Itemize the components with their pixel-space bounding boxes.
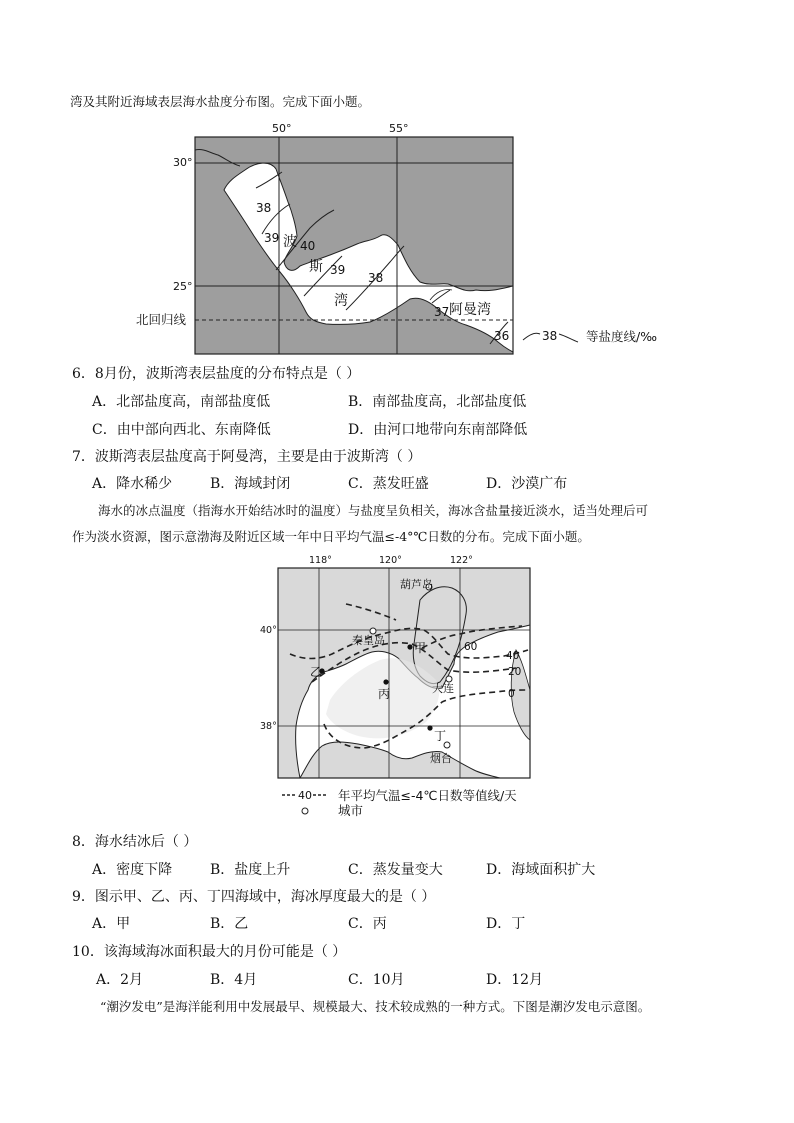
legend-city-label: 城市	[338, 803, 364, 818]
gulf-label-char: 斯	[309, 259, 323, 275]
q6-option-b[interactable]: B．南部盐度高，北部盐度低	[348, 394, 527, 410]
legend-line-value: 40	[298, 789, 312, 802]
lat-label: 30°	[173, 156, 193, 169]
lon-label: 122°	[450, 555, 473, 566]
point-label: 丁	[434, 729, 447, 743]
q8-option-b[interactable]: B．盐度上升	[210, 862, 291, 878]
q10-option-a[interactable]: A．2月	[96, 972, 144, 988]
question-8-stem: 8．海水结冰后（ ）	[72, 834, 198, 850]
q10-option-d[interactable]: D．12月	[486, 972, 544, 988]
lat-label: 25°	[173, 280, 193, 293]
isoline-label: 39	[330, 263, 346, 277]
q10-option-c[interactable]: C．10月	[348, 972, 405, 988]
city-label: 烟台	[430, 752, 452, 765]
point-marker	[383, 679, 388, 684]
lat-label: 40°	[260, 625, 277, 636]
point-marker	[427, 725, 432, 730]
point-label: 乙	[310, 665, 323, 679]
q6-option-d[interactable]: D．由河口地带向东南部降低	[348, 422, 528, 438]
persian-gulf-salinity-map	[130, 118, 670, 358]
question-10-stem: 10．该海域海冰面积最大的月份可能是（ ）	[72, 944, 347, 960]
isoline-label: 60	[464, 641, 478, 653]
lat-label: 38°	[260, 721, 277, 732]
bohai-ice-days-map	[255, 548, 555, 826]
q7-option-a[interactable]: A．降水稀少	[92, 476, 173, 492]
intro-text: 湾及其附近海域表层海水盐度分布图。完成下面小题。	[70, 94, 371, 109]
q10-option-b[interactable]: B．4月	[210, 972, 258, 988]
passage-3: “潮汐发电”是海洋能利用中发展最早、规模最大、技术较成熟的一种方式。下图是潮汐发电示意图。	[100, 999, 651, 1014]
point-marker	[407, 644, 412, 649]
lon-label: 50°	[272, 122, 292, 135]
isoline-label: 38	[256, 201, 272, 215]
isoline-label: 40	[506, 650, 520, 662]
city-label: 葫芦岛	[400, 578, 433, 591]
isoline-label: 20	[508, 666, 522, 678]
isoline-label: 0	[508, 688, 515, 700]
q6-option-c[interactable]: C．由中部向西北、东南降低	[92, 422, 271, 438]
q7-option-c[interactable]: C．蒸发旺盛	[348, 476, 429, 492]
q6-option-a[interactable]: A．北部盐度高，南部盐度低	[92, 394, 271, 410]
point-label: 甲	[414, 641, 427, 655]
question-6-stem: 6．8月份，波斯湾表层盐度的分布特点是（ ）	[72, 366, 361, 382]
isoline-label: 38	[368, 271, 384, 285]
gulf-label-char: 湾	[334, 293, 348, 309]
tropic-label: 北回归线	[136, 312, 187, 327]
q8-option-a[interactable]: A．密度下降	[92, 862, 173, 878]
legend-label: 等盐度线/‰	[586, 329, 657, 344]
question-7-stem: 7．波斯湾表层盐度高于阿曼湾，主要是由于波斯湾（ ）	[72, 449, 422, 465]
point-label: 丙	[378, 687, 391, 701]
isoline-label: 36	[494, 329, 510, 343]
city-label: 大连	[432, 682, 454, 695]
q7-option-d[interactable]: D．沙漠广布	[486, 476, 568, 492]
legend-city-icon	[302, 808, 308, 814]
q7-option-b[interactable]: B．海域封闭	[210, 476, 291, 492]
gulf-label-char: 波	[283, 234, 297, 250]
q8-option-d[interactable]: D．海域面积扩大	[486, 862, 596, 878]
q9-option-b[interactable]: B．乙	[210, 916, 249, 932]
lon-label: 55°	[389, 122, 409, 135]
passage-2-line-2: 作为淡水资源，图示意渤海及附近区域一年中日平均气温≤-4°℃日数的分布。完成下面小题。	[72, 529, 590, 544]
city-label: 秦皇岛	[352, 634, 385, 647]
q9-option-d[interactable]: D．丁	[486, 916, 526, 932]
legend-line-label: 年平均气温≤-4℃日数等值线/天	[338, 788, 517, 803]
q9-option-a[interactable]: A．甲	[92, 916, 131, 932]
isoline-label: 37	[434, 305, 450, 319]
question-9-stem: 9．图示甲、乙、丙、丁四海域中，海冰厚度最大的是（ ）	[72, 889, 436, 905]
passage-2-line-1: 海水的冰点温度（指海水开始结冰时的温度）与盐度呈负相关，海冰含盐量接近淡水，适当处理后可	[98, 503, 649, 518]
legend-value: 38	[542, 329, 558, 343]
gulf-of-oman-label: 阿曼湾	[449, 302, 491, 318]
lon-label: 118°	[309, 555, 332, 566]
lon-label: 120°	[379, 555, 402, 566]
isoline-label: 39	[264, 231, 280, 245]
q8-option-c[interactable]: C．蒸发量变大	[348, 862, 443, 878]
isoline-label: 40	[300, 239, 316, 253]
q9-option-c[interactable]: C．丙	[348, 916, 387, 932]
